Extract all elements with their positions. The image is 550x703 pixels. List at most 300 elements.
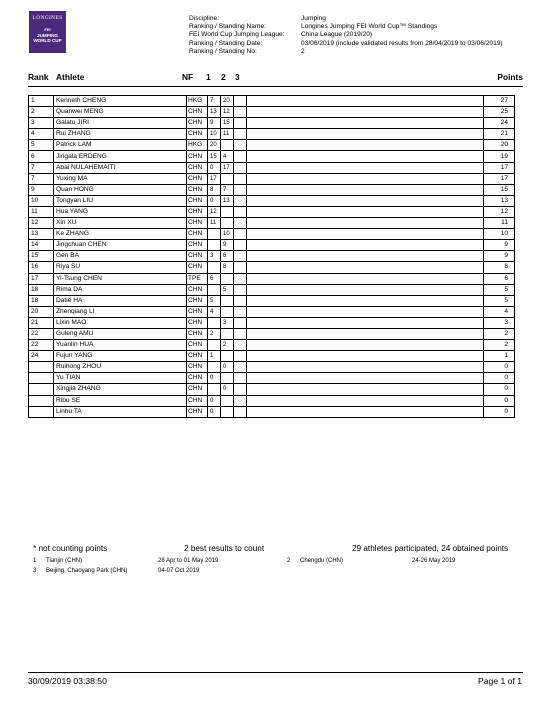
rank-cell: 10 (29, 195, 54, 206)
rank-cell: 17 (29, 273, 54, 284)
table-row (29, 173, 515, 184)
athlete-name-cell: Yuanlin HUA (54, 340, 187, 351)
round-1-cell: 8 (208, 184, 221, 195)
rank-cell: 14 (29, 240, 54, 251)
athlete-name-cell: Rima DA (54, 284, 187, 295)
page-number: Page 1 of 1 (478, 676, 522, 686)
round-2-cell: 9 (221, 240, 234, 251)
athlete-name-cell: Ribu SE (54, 395, 187, 406)
points-cell: 17 (484, 173, 515, 184)
round-3-cell (234, 362, 247, 373)
round-1-cell: 5 (208, 295, 221, 306)
table-row (29, 362, 515, 373)
spacer-cell (247, 129, 484, 140)
column-header-round-2: 2 (221, 72, 226, 82)
round-1-cell (208, 262, 221, 273)
table-row (29, 229, 515, 240)
round-1-cell: 9 (208, 118, 221, 129)
spacer-cell (247, 328, 484, 339)
table-row (29, 384, 515, 395)
info-labels (189, 15, 285, 56)
nation-cell: HKG (187, 96, 208, 107)
round-1-cell: 10 (208, 129, 221, 140)
points-cell: 0 (484, 384, 515, 395)
nation-cell: CHN (187, 395, 208, 406)
rank-cell: 18 (29, 284, 54, 295)
athlete-name-cell: Guleng AMU (54, 328, 187, 339)
nation-cell: CHN (187, 340, 208, 351)
athlete-name-cell: Patrick LAM (54, 140, 187, 151)
info-values (301, 15, 503, 56)
nation-cell: CHN (187, 251, 208, 262)
spacer-cell (247, 273, 484, 284)
round-3-cell (234, 262, 247, 273)
spacer-cell (247, 118, 484, 129)
table-row (29, 262, 515, 273)
rank-cell: 24 (29, 351, 54, 362)
header-divider (28, 86, 523, 87)
table-row (29, 373, 515, 384)
spacer-cell (247, 195, 484, 206)
round-1-cell: 11 (208, 218, 221, 229)
nation-cell: CHN (187, 317, 208, 328)
info-label-league: FEI World Cup Jumping League: (189, 31, 285, 39)
rank-cell (29, 395, 54, 406)
round-2-cell: 20 (221, 96, 234, 107)
rank-cell: 20 (29, 306, 54, 317)
nation-cell: CHN (187, 206, 208, 217)
round-3-cell (234, 218, 247, 229)
nation-cell: CHN (187, 328, 208, 339)
points-cell: 0 (484, 395, 515, 406)
spacer-cell (247, 362, 484, 373)
round-3-cell (234, 206, 247, 217)
rank-cell (29, 373, 54, 384)
footer-divider (28, 672, 523, 673)
table-row (29, 406, 515, 417)
round-2-cell (221, 351, 234, 362)
rank-cell: 11 (29, 206, 54, 217)
rank-cell: 16 (29, 262, 54, 273)
spacer-cell (247, 395, 484, 406)
rank-cell: 7 (29, 162, 54, 173)
athlete-name-cell: Ruihong ZHOU (54, 362, 187, 373)
logo-line-4: WORLD CUP (33, 38, 62, 43)
athlete-name-cell: Abai NULAHEMAITI (54, 162, 187, 173)
round-2-cell: 10 (221, 229, 234, 240)
round-1-cell: 2 (208, 328, 221, 339)
table-row (29, 351, 515, 362)
round-1-cell (208, 317, 221, 328)
event-3-dates: 04-07 Oct 2019 (158, 568, 200, 574)
round-1-cell (208, 340, 221, 351)
table-row (29, 218, 515, 229)
round-1-cell (208, 384, 221, 395)
round-2-cell (221, 373, 234, 384)
round-1-cell (208, 240, 221, 251)
nation-cell: CHN (187, 351, 208, 362)
nation-cell: HKG (187, 140, 208, 151)
round-3-cell (234, 306, 247, 317)
athlete-name-cell: Jirigala ERDENG (54, 151, 187, 162)
spacer-cell (247, 107, 484, 118)
nation-cell: CHN (187, 229, 208, 240)
event-1-number: 1 (33, 558, 37, 564)
table-row (29, 340, 515, 351)
points-cell: 15 (484, 184, 515, 195)
table-row (29, 140, 515, 151)
points-cell: 0 (484, 373, 515, 384)
round-2-cell (221, 206, 234, 217)
rank-cell: 3 (29, 118, 54, 129)
rank-cell: 7 (29, 173, 54, 184)
nation-cell: CHN (187, 295, 208, 306)
round-3-cell (234, 328, 247, 339)
info-label-standing-name: Ranking / Standing Name: (189, 23, 266, 31)
points-cell: 13 (484, 195, 515, 206)
rank-cell (29, 362, 54, 373)
athlete-name-cell: Yi-Tsung CHEN (54, 273, 187, 284)
round-3-cell (234, 373, 247, 384)
points-cell: 0 (484, 406, 515, 417)
athlete-name-cell: Galatu JIRI (54, 118, 187, 129)
table-row (29, 195, 515, 206)
round-2-cell (221, 406, 234, 417)
round-1-cell: 0 (208, 162, 221, 173)
rank-cell (29, 384, 54, 395)
round-2-cell: 15 (221, 118, 234, 129)
nation-cell: CHN (187, 107, 208, 118)
athlete-name-cell: Quan HONG (54, 184, 187, 195)
round-2-cell (221, 295, 234, 306)
round-2-cell (221, 306, 234, 317)
table-row (29, 295, 515, 306)
table-row (29, 162, 515, 173)
points-cell: 3 (484, 317, 515, 328)
info-value-discipline: Jumping (301, 15, 326, 22)
round-1-cell: 15 (208, 151, 221, 162)
table-row (29, 306, 515, 317)
round-3-cell (234, 229, 247, 240)
spacer-cell (247, 206, 484, 217)
points-cell: 12 (484, 206, 515, 217)
athlete-name-cell: Xingjia ZHANG (54, 384, 187, 395)
column-header-points: Points (497, 72, 523, 82)
nation-cell: CHN (187, 195, 208, 206)
table-row (29, 96, 515, 107)
rank-cell: 21 (29, 317, 54, 328)
event-1-dates: 28 Apr to 01 May 2019 (158, 558, 219, 564)
event-2-number: 2 (287, 558, 291, 564)
nation-cell: CHN (187, 240, 208, 251)
spacer-cell (247, 351, 484, 362)
round-3-cell (234, 240, 247, 251)
nation-cell: CHN (187, 373, 208, 384)
round-1-cell: 7 (208, 96, 221, 107)
spacer-cell (247, 240, 484, 251)
spacer-cell (247, 340, 484, 351)
points-cell: 6 (484, 273, 515, 284)
points-cell: 24 (484, 118, 515, 129)
round-3-cell (234, 107, 247, 118)
column-header-athlete: Athlete (56, 72, 85, 82)
round-1-cell: 20 (208, 140, 221, 151)
round-2-cell: 11 (221, 129, 234, 140)
round-3-cell (234, 140, 247, 151)
rank-cell: 5 (29, 140, 54, 151)
nation-cell: TPE (187, 273, 208, 284)
rank-cell: 4 (29, 129, 54, 140)
round-3-cell (234, 340, 247, 351)
round-3-cell (234, 173, 247, 184)
round-3-cell (234, 384, 247, 395)
table-row (29, 328, 515, 339)
round-2-cell: 7 (221, 184, 234, 195)
column-header-nf: NF (182, 72, 194, 82)
points-cell: 2 (484, 328, 515, 339)
round-1-cell: 0 (208, 395, 221, 406)
round-1-cell: 0 (208, 373, 221, 384)
athlete-name-cell: Lixin MAO (54, 317, 187, 328)
points-cell: 9 (484, 240, 515, 251)
table-row (29, 395, 515, 406)
info-value-standing-name: Longines Jumping FEI World Cup™ Standings (301, 23, 438, 31)
round-2-cell: 17 (221, 162, 234, 173)
rank-cell: 15 (29, 251, 54, 262)
longines-world-cup-logo (29, 11, 66, 53)
points-cell: 5 (484, 284, 515, 295)
info-value-number: 2 (301, 47, 305, 55)
spacer-cell (247, 184, 484, 195)
rank-cell (29, 406, 54, 417)
nation-cell: CHN (187, 262, 208, 273)
info-value-league: China League (2019/20) (301, 31, 373, 39)
rank-cell: 2 (29, 107, 54, 118)
table-row (29, 284, 515, 295)
nation-cell: CHN (187, 306, 208, 317)
rank-cell: 22 (29, 328, 54, 339)
round-2-cell (221, 140, 234, 151)
athlete-name-cell: Kenneth CHENG (54, 96, 187, 107)
round-3-cell (234, 195, 247, 206)
info-label-number: Ranking / Standing No: (189, 47, 257, 55)
print-timestamp: 30/09/2019 03:38:50 (28, 676, 107, 686)
table-row (29, 129, 515, 140)
info-label-discipline: Discipline: (189, 15, 220, 22)
note-not-counting: * not counting points (33, 544, 108, 553)
round-3-cell (234, 129, 247, 140)
nation-cell: CHN (187, 284, 208, 295)
athlete-name-cell: Yuxing MA (54, 173, 187, 184)
round-1-cell: 4 (208, 306, 221, 317)
round-3-cell (234, 317, 247, 328)
round-2-cell (221, 273, 234, 284)
nation-cell: CHN (187, 129, 208, 140)
event-1-venue: Tianjin (CHN) (46, 558, 83, 564)
info-label-date: Ranking / Standing Date: (189, 39, 263, 47)
round-1-cell (208, 362, 221, 373)
athlete-name-cell: Yu TIAN (54, 373, 187, 384)
spacer-cell (247, 262, 484, 273)
round-2-cell (221, 218, 234, 229)
table-row (29, 240, 515, 251)
round-3-cell (234, 184, 247, 195)
table-row (29, 206, 515, 217)
rank-cell: 13 (29, 229, 54, 240)
logo-line-1: LONGINES (32, 15, 63, 21)
round-3-cell (234, 118, 247, 129)
round-2-cell: 5 (221, 284, 234, 295)
points-cell: 20 (484, 140, 515, 151)
round-2-cell: 6 (221, 251, 234, 262)
round-2-cell (221, 395, 234, 406)
spacer-cell (247, 317, 484, 328)
round-2-cell: 0 (221, 362, 234, 373)
nation-cell: CHN (187, 184, 208, 195)
athlete-name-cell: Fujun YANG (54, 351, 187, 362)
points-cell: 25 (484, 107, 515, 118)
round-2-cell: 4 (221, 151, 234, 162)
round-3-cell (234, 151, 247, 162)
athlete-name-cell: Gen BA (54, 251, 187, 262)
spacer-cell (247, 173, 484, 184)
standings-table-body (29, 96, 515, 418)
round-1-cell (208, 229, 221, 240)
round-2-cell (221, 173, 234, 184)
nation-cell: CHN (187, 362, 208, 373)
round-1-cell: 17 (208, 173, 221, 184)
nation-cell: CHN (187, 384, 208, 395)
round-1-cell: 13 (208, 107, 221, 118)
spacer-cell (247, 251, 484, 262)
event-3-number: 3 (33, 568, 37, 574)
table-row (29, 118, 515, 129)
round-3-cell (234, 395, 247, 406)
spacer-cell (247, 218, 484, 229)
athlete-name-cell: Linhu TA (54, 406, 187, 417)
column-header-rank: Rank (28, 72, 49, 82)
logo-line-3: JUMPING (37, 33, 58, 38)
round-1-cell (208, 284, 221, 295)
spacer-cell (247, 373, 484, 384)
points-cell: 11 (484, 218, 515, 229)
round-1-cell: 0 (208, 406, 221, 417)
round-2-cell: 13 (221, 195, 234, 206)
nation-cell: CHN (187, 218, 208, 229)
points-cell: 4 (484, 306, 515, 317)
round-1-cell: 1 (208, 351, 221, 362)
points-cell: 0 (484, 362, 515, 373)
athlete-name-cell: Tongyan LIU (54, 195, 187, 206)
athlete-name-cell: Datie HA (54, 295, 187, 306)
athlete-name-cell: Jingchuan CHEN (54, 240, 187, 251)
nation-cell: CHN (187, 173, 208, 184)
rank-cell: 1 (29, 96, 54, 107)
spacer-cell (247, 384, 484, 395)
event-3-venue: Beijing, Chaoyang Park (CHN) (46, 568, 128, 574)
spacer-cell (247, 151, 484, 162)
note-best-results: 2 best results to count (184, 544, 265, 553)
spacer-cell (247, 284, 484, 295)
column-header-row (28, 72, 523, 84)
event-2-venue: Chengdu (CHN) (300, 558, 344, 564)
note-participation: 29 athletes participated, 24 obtained points (352, 544, 509, 553)
points-cell: 17 (484, 162, 515, 173)
nation-cell: CHN (187, 118, 208, 129)
round-1-cell: 3 (208, 251, 221, 262)
round-3-cell (234, 295, 247, 306)
spacer-cell (247, 229, 484, 240)
nation-cell: CHN (187, 406, 208, 417)
athlete-name-cell: Xin XU (54, 218, 187, 229)
logo-line-2: FEI (44, 27, 51, 32)
spacer-cell (247, 406, 484, 417)
round-2-cell: 12 (221, 107, 234, 118)
round-1-cell: 12 (208, 206, 221, 217)
athlete-name-cell: Rui ZHANG (54, 129, 187, 140)
round-3-cell (234, 251, 247, 262)
points-cell: 5 (484, 295, 515, 306)
info-value-date: 03/06/2019 (include validated results from 28/04/2019 to 03/06/2019) (301, 39, 503, 47)
points-cell: 8 (484, 262, 515, 273)
round-2-cell (221, 328, 234, 339)
round-1-cell: 0 (208, 195, 221, 206)
round-2-cell: 8 (221, 262, 234, 273)
round-2-cell: 0 (221, 384, 234, 395)
column-header-round-3: 3 (235, 72, 240, 82)
athlete-name-cell: Quanwei MENG (54, 107, 187, 118)
athlete-name-cell: Riya SU (54, 262, 187, 273)
spacer-cell (247, 162, 484, 173)
nation-cell: CHN (187, 162, 208, 173)
spacer-cell (247, 96, 484, 107)
rank-cell: 18 (29, 295, 54, 306)
points-cell: 10 (484, 229, 515, 240)
round-3-cell (234, 351, 247, 362)
points-cell: 27 (484, 96, 515, 107)
spacer-cell (247, 295, 484, 306)
round-2-cell: 3 (221, 317, 234, 328)
standings-table (28, 95, 515, 418)
points-cell: 19 (484, 151, 515, 162)
rank-cell: 6 (29, 151, 54, 162)
table-row (29, 251, 515, 262)
column-header-round-1: 1 (206, 72, 211, 82)
round-2-cell: 2 (221, 340, 234, 351)
points-cell: 1 (484, 351, 515, 362)
round-3-cell (234, 162, 247, 173)
round-3-cell (234, 406, 247, 417)
spacer-cell (247, 140, 484, 151)
table-row (29, 151, 515, 162)
rank-cell: 9 (29, 184, 54, 195)
nation-cell: CHN (187, 151, 208, 162)
athlete-name-cell: Ke ZHANG (54, 229, 187, 240)
points-cell: 21 (484, 129, 515, 140)
round-3-cell (234, 284, 247, 295)
athlete-name-cell: Zhenqiang LI (54, 306, 187, 317)
table-row (29, 273, 515, 284)
athlete-name-cell: Hua YANG (54, 206, 187, 217)
round-1-cell: 6 (208, 273, 221, 284)
spacer-cell (247, 306, 484, 317)
rank-cell: 12 (29, 218, 54, 229)
event-2-dates: 24-26 May 2019 (412, 558, 456, 564)
table-row (29, 107, 515, 118)
points-cell: 9 (484, 251, 515, 262)
points-cell: 2 (484, 340, 515, 351)
table-row (29, 184, 515, 195)
